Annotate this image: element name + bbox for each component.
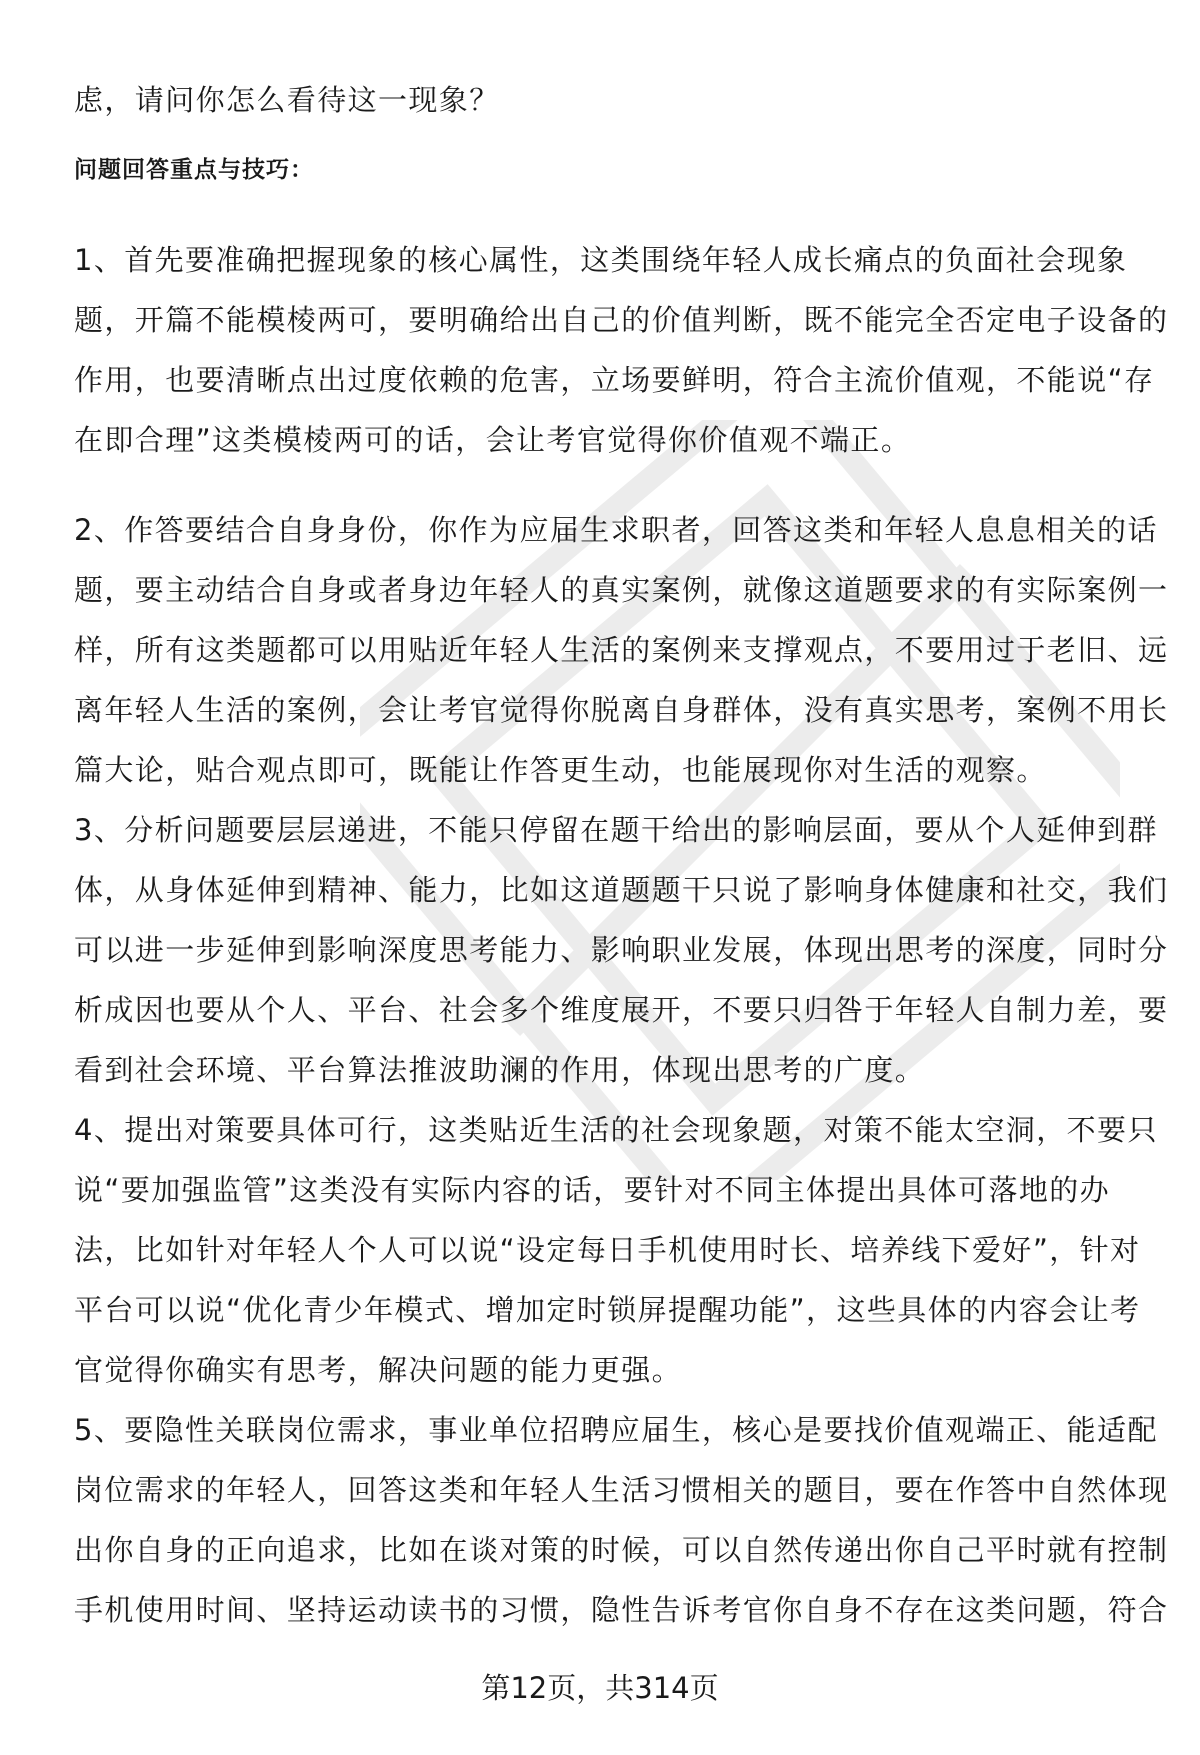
point-4 [74, 1100, 1158, 1400]
paragraph-line: 题，要主动结合自身或者身边年轻人的真实案例，就像这道题要求的有实际案例一 [74, 573, 1169, 607]
point-1 [74, 230, 1169, 470]
paragraph-line: 在即合理”这类模棱两可的话，会让考官觉得你价值观不端正。 [74, 423, 912, 457]
paragraph-line: 官觉得你确实有思考，解决问题的能力更强。 [74, 1353, 683, 1387]
paragraph-line: 题，开篇不能模棱两可，要明确给出自己的价值判断，既不能完全否定电子设备的 [74, 303, 1169, 337]
paragraph-line: 手机使用时间、坚持运动读书的习惯，隐性告诉考官你自身不存在这类问题，符合 [74, 1593, 1169, 1627]
paragraph-line: 5、要隐性关联岗位需求，事业单位招聘应届生，核心是要找价值观端正、能适配 [74, 1413, 1158, 1447]
paragraph-line: 岗位需求的年轻人，回答这类和年轻人生活习惯相关的题目，要在作答中自然体现 [74, 1473, 1169, 1507]
point-2 [74, 500, 1169, 800]
paragraph-line: 样，所有这类题都可以用贴近年轻人生活的案例来支撑观点，不要用过于老旧、远 [74, 633, 1169, 667]
paragraph-line: 离年轻人生活的案例，会让考官觉得你脱离自身群体，没有真实思考，案例不用长 [74, 693, 1169, 727]
paragraph-line: 1、首先要准确把握现象的核心属性，这类围绕年轻人成长痛点的负面社会现象 [74, 243, 1128, 277]
paragraph-line: 3、分析问题要层层递进，不能只停留在题干给出的影响层面，要从个人延伸到群 [74, 813, 1158, 847]
paragraph-line: 体，从身体延伸到精神、能力，比如这道题题干只说了影响身体健康和社交，我们 [74, 873, 1169, 907]
paragraph-line: 4、提出对策要具体可行，这类贴近生活的社会现象题，对策不能太空洞，不要只 [74, 1113, 1158, 1147]
paragraph-line: 说“要加强监管”这类没有实际内容的话，要针对不同主体提出具体可落地的办 [74, 1173, 1111, 1207]
intro-tail-text: 虑，请问你怎么看待这一现象？ [74, 83, 500, 117]
paragraph-line: 看到社会环境、平台算法推波助澜的作用，体现出思考的广度。 [74, 1053, 926, 1087]
paragraph-line: 可以进一步延伸到影响深度思考能力、影响职业发展，体现出思考的深度，同时分 [74, 933, 1169, 967]
paragraph-line: 出你自身的正向追求，比如在谈对策的时候，可以自然传递出你自己平时就有控制 [74, 1533, 1169, 1567]
paragraph-line: 法，比如针对年轻人个人可以说“设定每日手机使用时长、培养线下爱好”，针对 [74, 1233, 1141, 1267]
point-3 [74, 800, 1169, 1100]
paragraph-line: 篇大论，贴合观点即可，既能让作答更生动，也能展现你对生活的观察。 [74, 753, 1047, 787]
paragraph-line: 2、作答要结合自身身份，你作为应届生求职者，回答这类和年轻人息息相关的话 [74, 513, 1158, 547]
paragraph-line: 平台可以说“优化青少年模式、增加定时锁屏提醒功能”，这些具体的内容会让考 [74, 1293, 1141, 1327]
section-heading: 问题回答重点与技巧： [74, 157, 314, 183]
paragraph-line: 析成因也要从个人、平台、社会多个维度展开，不要只归咎于年轻人自制力差，要 [74, 993, 1169, 1027]
paragraph-line: 作用，也要清晰点出过度依赖的危害，立场要鲜明，符合主流价值观，不能说“存 [74, 363, 1155, 397]
page-number-footer: 第12页，共314页 [481, 1671, 719, 1705]
point-5 [74, 1400, 1169, 1640]
document-body [74, 70, 1169, 1640]
